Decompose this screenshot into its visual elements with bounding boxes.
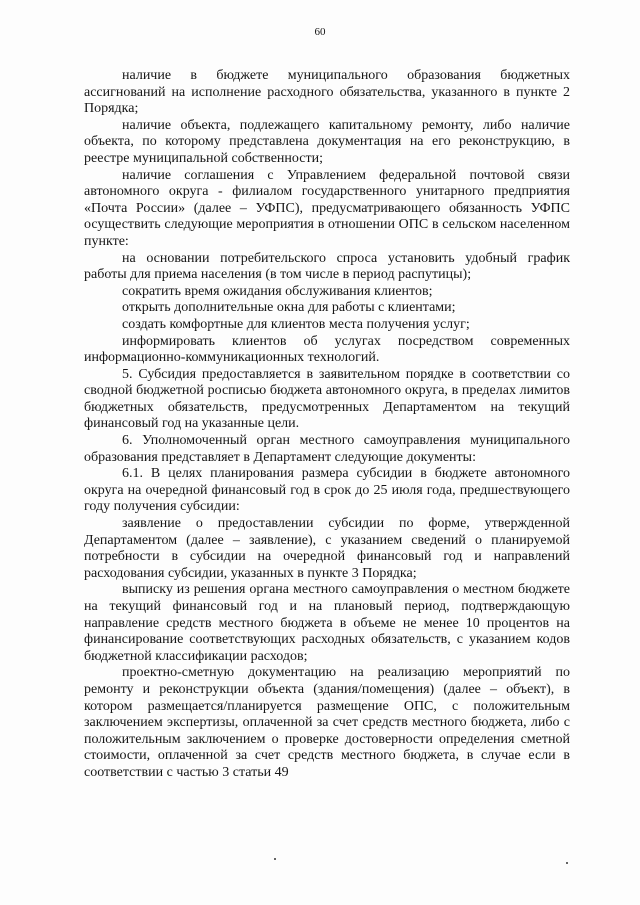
paragraph-design-estimate: проектно-сметную документацию на реализацию мероприятий по ремонту и реконструкции объекта (здания/помещения) (далее – объект), в котором размещается/планируется размещение ОПС, с положительным заключением экспертизы, оплаченной за счет средств местного бюджета, либо с положительным заключением о проверке достоверности определения сметной стоимости, оплаченной за счет средств местного бюджета, в случае если в соответствии с частью 3 статьи 49: [84, 665, 570, 780]
paragraph-application: заявление о предоставлении субсидии по форме, утвержденной Департаментом (далее – заявление), с указанием сведений о планируемой потребности в субсидии на очередной финансовый год и направлений расходования субсидии, указанных в пункте 3 Порядка;: [84, 516, 570, 581]
paragraph-item-6: 6. Уполномоченный орган местного самоуправления муниципального образования представляет в Департамент следующие документы:: [84, 433, 570, 465]
paragraph-extra-windows: открыть дополнительные окна для работы с клиентами;: [122, 300, 456, 316]
paragraph-inform-clients: информировать клиентов об услугах посредством современных информационно-коммуникационных технологий.: [84, 333, 570, 366]
paragraph-item-6-1: 6.1. В целях планирования размера субсидии в бюджете автономного округа на очередной финансовый год в срок до 25 июля года, предшествующего году получения субсидии:: [84, 466, 570, 515]
paragraph-comfortable-places: создать комфортные для клиентов места получения услуг;: [122, 316, 470, 332]
scan-speck: [566, 862, 568, 864]
paragraph-budget-allocations: наличие в бюджете муниципального образования бюджетных ассигнований на исполнение расходного обязательства, указанного в пункте 2 Порядка;: [84, 68, 570, 117]
paragraph-work-schedule: на основании потребительского спроса установить удобный график работы для приема населения (в том числе в период распутицы);: [84, 250, 570, 283]
page-number: 60: [314, 26, 326, 38]
paragraph-item-5: 5. Субсидия предоставляется в заявительном порядке в соответствии со сводной бюджетной росписью бюджета автономного округа, в пределах лимитов бюджетных обязательств, предусмотренных Департаментом на текущий финансовый год на указанные цели.: [84, 366, 570, 432]
paragraph-budget-extract: выписку из решения органа местного самоуправления о местном бюджете на текущий финансовый год и на плановый период, подтверждающую направление средств местного бюджета в объеме не менее 10 процентов на финансирование соответствующих расходных обязательств, с указанием кодов бюджетной классификации расходов;: [84, 582, 570, 664]
scan-speck: [274, 858, 276, 860]
document-body: [84, 68, 570, 782]
paragraph-waiting-time: сократить время ожидания обслуживания клиентов;: [122, 283, 433, 299]
paragraph-ufps-agreement: наличие соглашения с Управлением федеральной почтовой связи автономного округа - филиалом государственного унитарного предприятия «Почта России» (далее – УФПС), предусматривающего обязанность УФПС осуществить следующие мероприятия в отношении ОПС в сельском населенном пункте:: [84, 167, 570, 249]
paragraph-object-availability: наличие объекта, подлежащего капитальному ремонту, либо наличие объекта, по которому представлена документация на его реконструкцию, в реестре муниципальной собственности;: [84, 117, 570, 166]
